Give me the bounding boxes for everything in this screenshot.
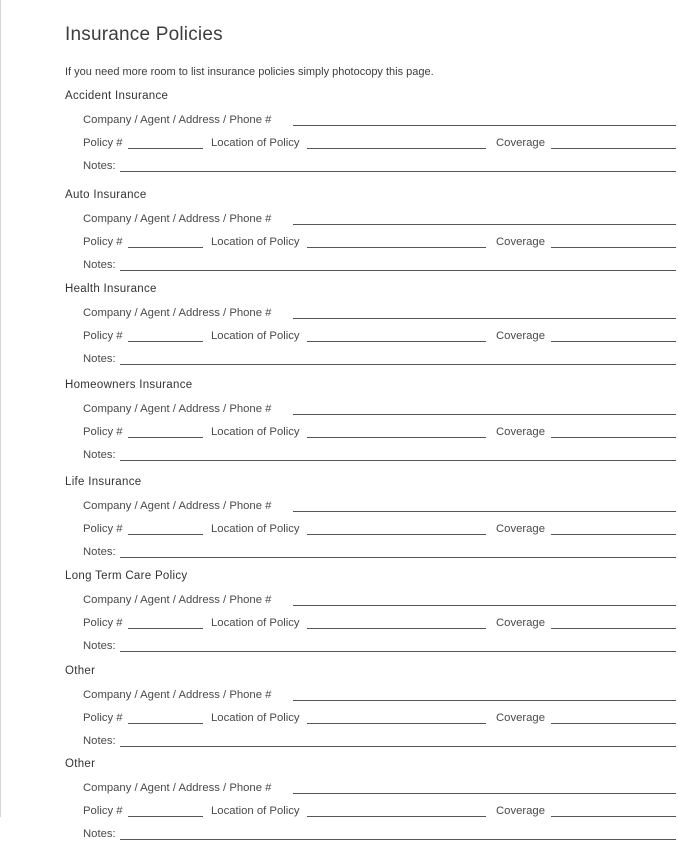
- coverage-label: Coverage: [496, 712, 545, 724]
- company-row: [83, 781, 676, 797]
- location-field[interactable]: [307, 534, 486, 535]
- company-row: [83, 593, 676, 609]
- notes-label: Notes:: [83, 828, 116, 840]
- coverage-label: Coverage: [496, 523, 545, 535]
- policy-number-field[interactable]: [128, 437, 203, 438]
- section-title: Long Term Care Policy: [65, 570, 188, 582]
- section-title: Accident Insurance: [65, 90, 169, 102]
- notes-row: [83, 545, 676, 561]
- location-label: Location of Policy: [211, 137, 300, 149]
- location-field[interactable]: [307, 437, 486, 438]
- company-label: Company / Agent / Address / Phone #: [83, 689, 272, 701]
- company-label: Company / Agent / Address / Phone #: [83, 307, 272, 319]
- company-field[interactable]: [293, 605, 676, 606]
- coverage-field[interactable]: [551, 628, 676, 629]
- intro-text: If you need more room to list insurance policies simply photocopy this page.: [65, 66, 434, 78]
- company-row: [83, 212, 676, 228]
- company-label: Company / Agent / Address / Phone #: [83, 500, 272, 512]
- coverage-label: Coverage: [496, 330, 545, 342]
- section-title: Auto Insurance: [65, 189, 147, 201]
- company-field[interactable]: [293, 318, 676, 319]
- coverage-label: Coverage: [496, 236, 545, 248]
- coverage-field[interactable]: [551, 148, 676, 149]
- coverage-field[interactable]: [551, 341, 676, 342]
- company-field[interactable]: [293, 511, 676, 512]
- policy-label: Policy #: [83, 330, 123, 342]
- company-field[interactable]: [293, 700, 676, 701]
- location-field[interactable]: [307, 148, 486, 149]
- notes-field[interactable]: [120, 557, 676, 558]
- notes-label: Notes:: [83, 160, 116, 172]
- coverage-field[interactable]: [551, 247, 676, 248]
- page-title: Insurance Policies: [65, 24, 223, 45]
- notes-label: Notes:: [83, 449, 116, 461]
- notes-row: [83, 448, 676, 464]
- company-row: [83, 499, 676, 515]
- notes-row: [83, 352, 676, 368]
- policy-row: [83, 804, 676, 820]
- policy-number-field[interactable]: [128, 247, 203, 248]
- company-field[interactable]: [293, 125, 676, 126]
- company-label: Company / Agent / Address / Phone #: [83, 213, 272, 225]
- notes-field[interactable]: [120, 270, 676, 271]
- location-label: Location of Policy: [211, 523, 300, 535]
- coverage-label: Coverage: [496, 617, 545, 629]
- notes-label: Notes:: [83, 640, 116, 652]
- notes-label: Notes:: [83, 353, 116, 365]
- notes-label: Notes:: [83, 259, 116, 271]
- notes-row: [83, 639, 676, 655]
- notes-field[interactable]: [120, 651, 676, 652]
- policy-row: [83, 522, 676, 538]
- company-row: [83, 113, 676, 129]
- coverage-field[interactable]: [551, 534, 676, 535]
- policy-label: Policy #: [83, 805, 123, 817]
- section-title: Life Insurance: [65, 476, 142, 488]
- location-label: Location of Policy: [211, 426, 300, 438]
- coverage-field[interactable]: [551, 437, 676, 438]
- company-row: [83, 402, 676, 418]
- section-title: Other: [65, 758, 96, 770]
- section-title: Homeowners Insurance: [65, 379, 193, 391]
- location-field[interactable]: [307, 628, 486, 629]
- location-label: Location of Policy: [211, 805, 300, 817]
- location-field[interactable]: [307, 247, 486, 248]
- policy-row: [83, 329, 676, 345]
- company-row: [83, 688, 676, 704]
- coverage-field[interactable]: [551, 723, 676, 724]
- page-edge: [0, 0, 1, 817]
- location-label: Location of Policy: [211, 617, 300, 629]
- company-label: Company / Agent / Address / Phone #: [83, 782, 272, 794]
- section-title: Other: [65, 665, 96, 677]
- notes-row: [83, 827, 676, 843]
- company-label: Company / Agent / Address / Phone #: [83, 114, 272, 126]
- notes-row: [83, 159, 676, 175]
- coverage-label: Coverage: [496, 426, 545, 438]
- company-field[interactable]: [293, 224, 676, 225]
- policy-label: Policy #: [83, 617, 123, 629]
- coverage-label: Coverage: [496, 137, 545, 149]
- policy-number-field[interactable]: [128, 534, 203, 535]
- policy-number-field[interactable]: [128, 628, 203, 629]
- notes-label: Notes:: [83, 735, 116, 747]
- coverage-label: Coverage: [496, 805, 545, 817]
- policy-label: Policy #: [83, 236, 123, 248]
- policy-number-field[interactable]: [128, 723, 203, 724]
- location-label: Location of Policy: [211, 712, 300, 724]
- notes-field[interactable]: [120, 839, 676, 840]
- policy-label: Policy #: [83, 523, 123, 535]
- company-field[interactable]: [293, 793, 676, 794]
- notes-field[interactable]: [120, 460, 676, 461]
- notes-field[interactable]: [120, 746, 676, 747]
- notes-row: [83, 258, 676, 274]
- company-label: Company / Agent / Address / Phone #: [83, 594, 272, 606]
- policy-number-field[interactable]: [128, 341, 203, 342]
- company-row: [83, 306, 676, 322]
- notes-field[interactable]: [120, 364, 676, 365]
- policy-label: Policy #: [83, 712, 123, 724]
- policy-label: Policy #: [83, 137, 123, 149]
- section-title: Health Insurance: [65, 283, 157, 295]
- notes-row: [83, 734, 676, 750]
- policy-row: [83, 235, 676, 251]
- policy-row: [83, 425, 676, 441]
- company-field[interactable]: [293, 414, 676, 415]
- policy-row: [83, 711, 676, 727]
- location-field[interactable]: [307, 341, 486, 342]
- policy-row: [83, 136, 676, 152]
- location-label: Location of Policy: [211, 236, 300, 248]
- policy-label: Policy #: [83, 426, 123, 438]
- company-label: Company / Agent / Address / Phone #: [83, 403, 272, 415]
- policy-row: [83, 616, 676, 632]
- policy-number-field[interactable]: [128, 148, 203, 149]
- location-field[interactable]: [307, 723, 486, 724]
- notes-label: Notes:: [83, 546, 116, 558]
- notes-field[interactable]: [120, 171, 676, 172]
- location-label: Location of Policy: [211, 330, 300, 342]
